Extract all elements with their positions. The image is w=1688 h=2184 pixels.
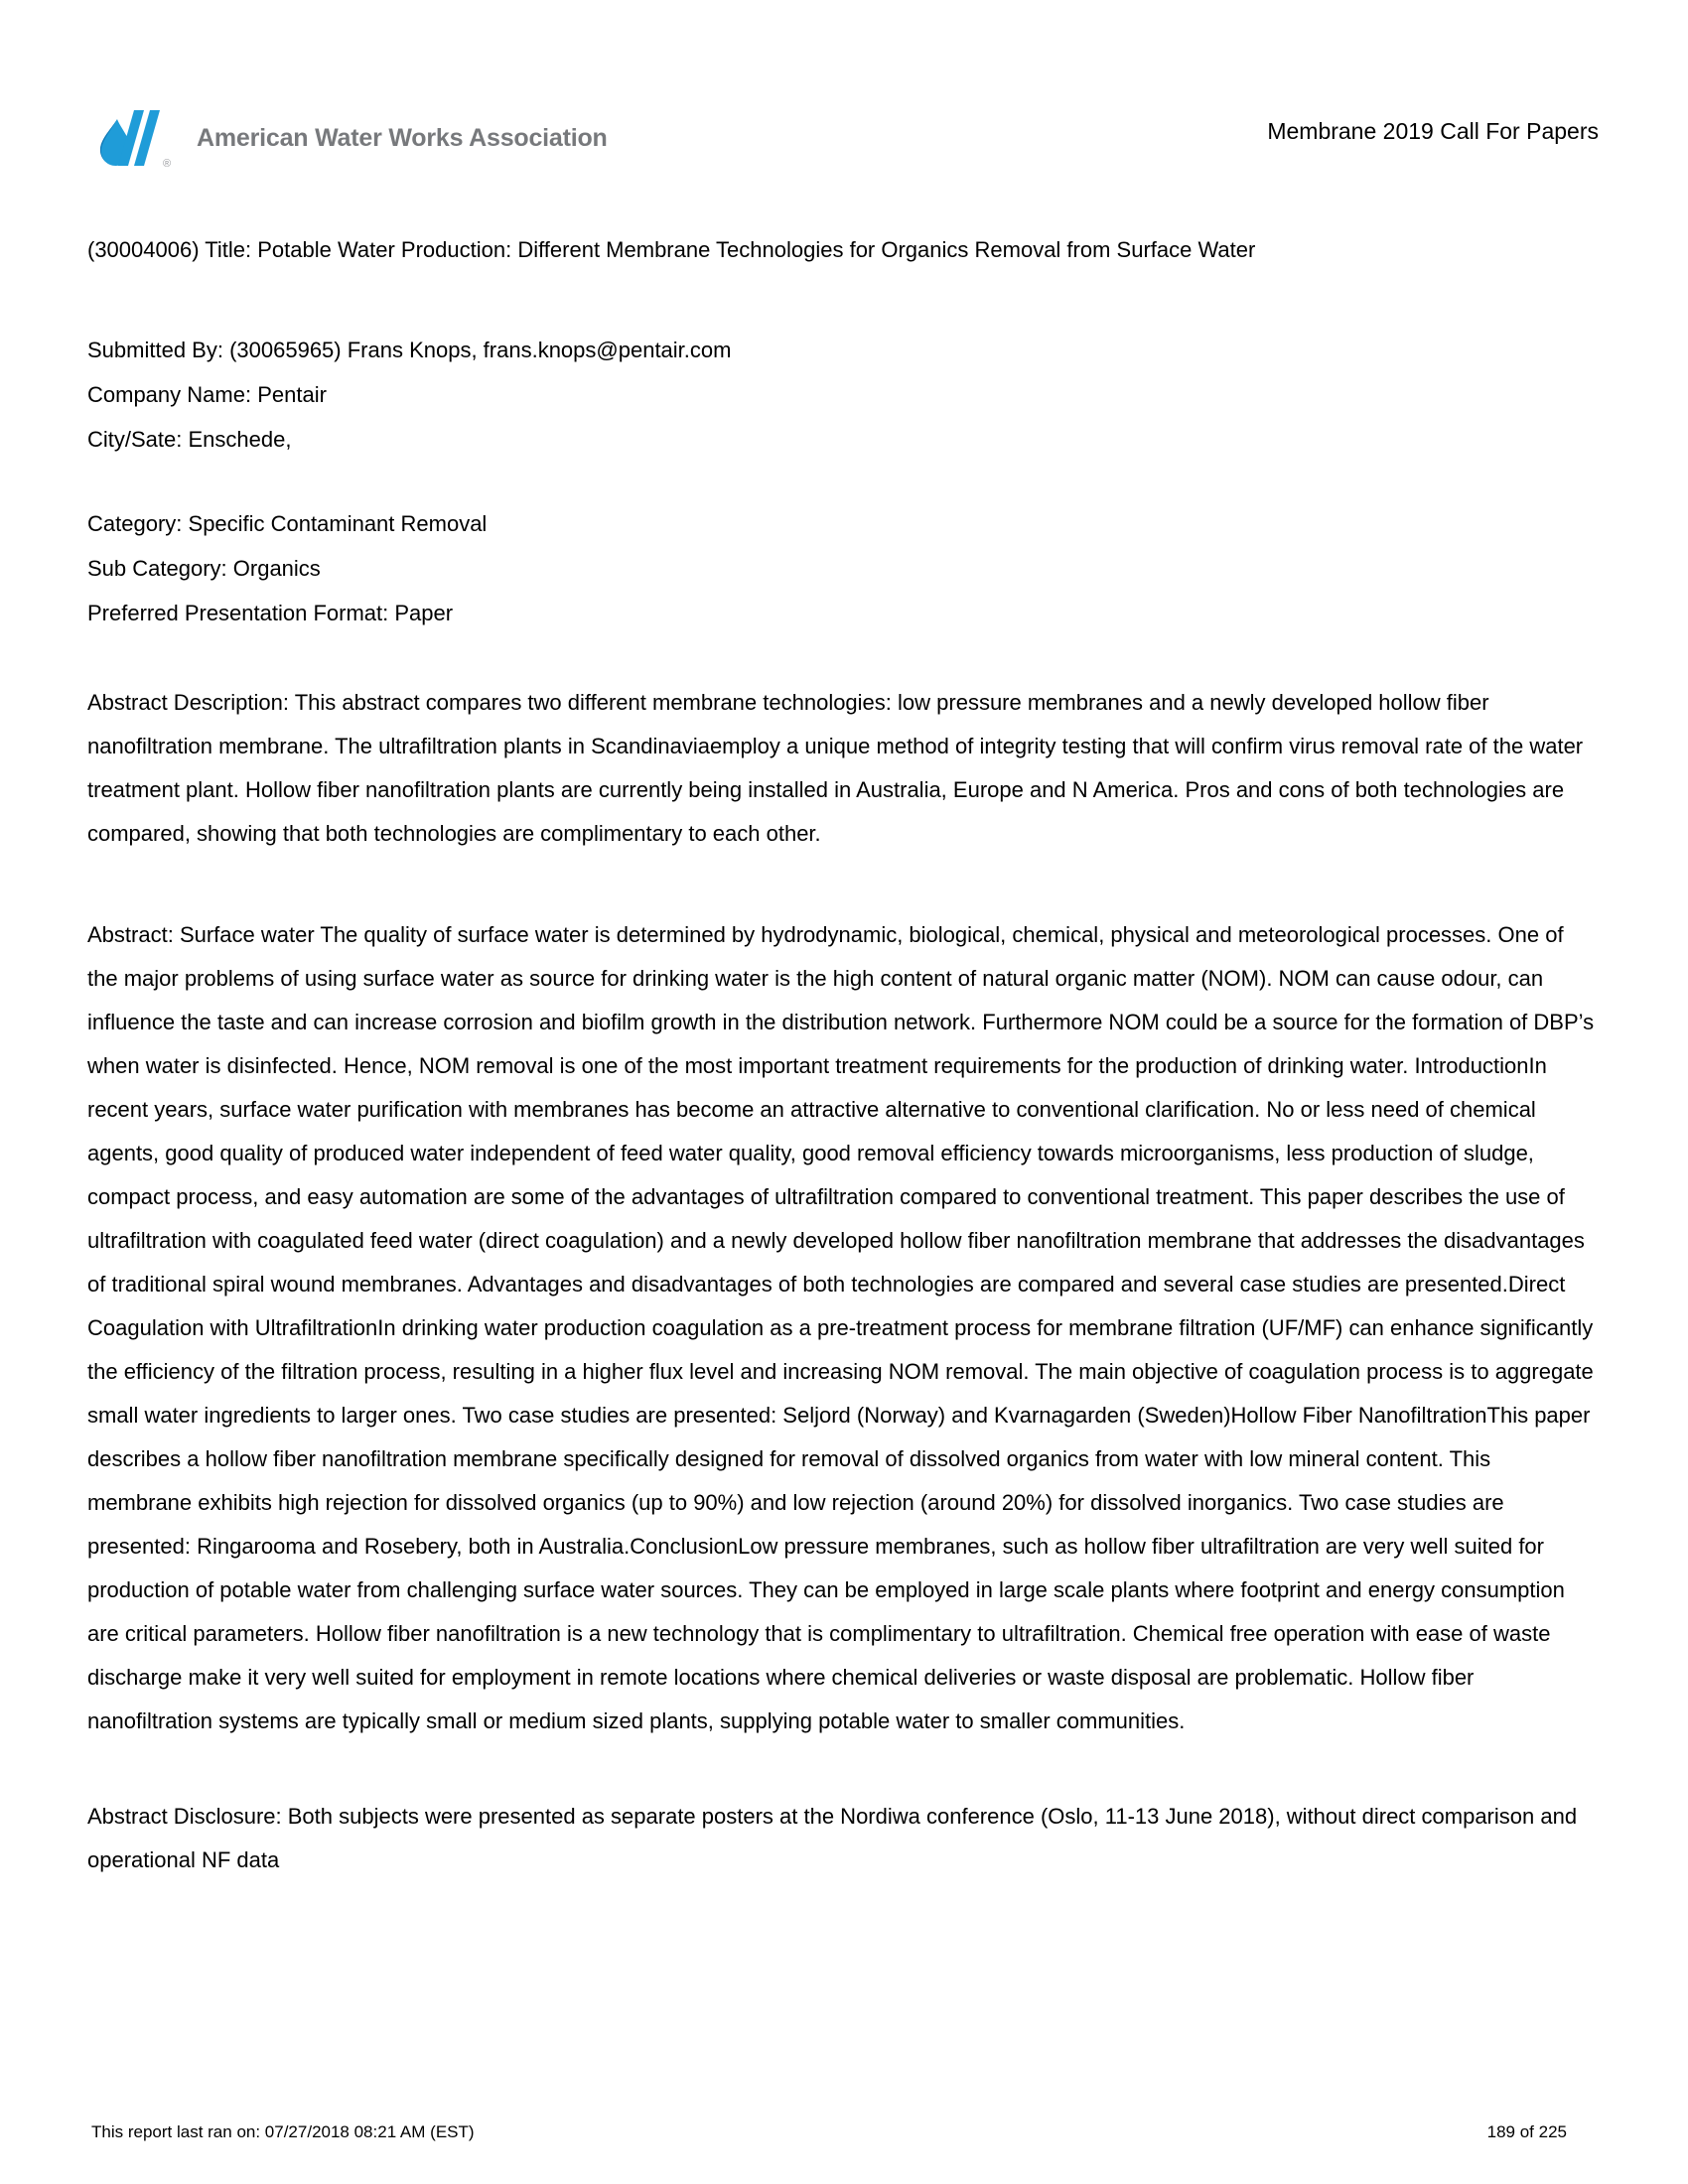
company-value: Pentair — [257, 382, 327, 407]
water-drop-icon — [87, 105, 195, 171]
awwa-logo — [87, 105, 608, 171]
abstract-description-paragraph — [87, 681, 1599, 856]
abstract-description-label: Abstract Description: — [87, 690, 289, 715]
report-title: Membrane 2019 Call For Papers — [1267, 118, 1599, 144]
abstract-title-line: (30004006) Title: Potable Water Production: Different Membrane Technologies for Organics Removal from Surface Water — [87, 237, 1256, 262]
submitter-info-block — [87, 328, 1599, 462]
abstract-paragraph — [87, 913, 1599, 1743]
sub-category-line — [87, 546, 1599, 591]
abstract-disclosure-paragraph — [87, 1795, 1599, 1882]
page-footer — [0, 2122, 1688, 2142]
report-last-ran: This report last ran on: 07/27/2018 08:21 AM (EST) — [91, 2122, 475, 2141]
company-line — [87, 372, 1599, 417]
submitted-by-line — [87, 328, 1599, 372]
city-state-line — [87, 417, 1599, 462]
format-line — [87, 591, 1599, 635]
format-value: Paper — [394, 601, 454, 625]
submitted-by-label: Submitted By: — [87, 338, 223, 362]
abstract-disclosure-label: Abstract Disclosure: — [87, 1804, 282, 1829]
abstract-disclosure-text: Both subjects were presented as separate posters at the Nordiwa conference (Oslo, 11-13 June 2018), without direct comparison and operational NF data — [87, 1804, 1578, 1872]
page-number: 189 of 225 — [1486, 2122, 1567, 2141]
logo-org-name: American Water Works Association — [197, 124, 608, 152]
abstract-description-text: This abstract compares two different membrane technologies: low pressure membranes and a newly developed hollow fiber nanofiltration membrane. The ultrafiltration plants in Scandinaviaemploy a unique method of integrity testing that will confirm virus removal rate of the water treatment plant. Hollow fiber nanofiltration plants are currently being installed in Australia, Europe and N America. Pros and cons of both technologies are compared, showing that both technologies are complimentary to each other. — [87, 690, 1584, 846]
sub-category-value: Organics — [232, 556, 321, 581]
city-state-label: City/Sate: — [87, 427, 183, 452]
format-label: Preferred Presentation Format: — [87, 601, 389, 625]
abstract-text: Surface water The quality of surface water is determined by hydrodynamic, biological, chemical, physical and meteorological processes. One of the major problems of using surface water as source for drinking water is the high content of natural organic matter (NOM). NOM can cause odour, can influence the taste and can increase corrosion and biofilm growth in the distribution network. Furthermore NOM could be a source for the formation of DBP’s when water is disinfected. Hence, NOM removal is one of the most important treatment requirements for the production of drinking water. IntroductionIn recent years, surface water purification with membranes has become an attractive alternative to conventional clarification. No or less need of chemical agents, good quality of produced water independent of feed water quality, good removal efficiency towards microorganisms, less production of sludge, compact process, and easy automation are some of the advantages of ultrafiltration compared to conventional treatment. This paper describes the use of ultrafiltration with coagulated feed water (direct coagulation) and a newly developed hollow fiber nanofiltration membrane that addresses the disadvantages of traditional spiral wound membranes. Advantages and disadvantages of both technologies are compared and several case studies are presented.Direct Coagulation with UltrafiltrationIn drinking water production coagulation as a pre-treatment process for membrane filtration (UF/MF) can enhance significantly the efficiency of the filtration process, resulting in a higher flux level and increasing NOM removal. The main objective of coagulation process is to aggregate small water ingredients to larger ones. Two case studies are presented: Seljord (Norway) and Kvarnagarden (Sweden)Hollow Fiber NanofiltrationThis paper describes a hollow fiber nanofiltration membrane specifically designed for removal of dissolved organics from water with low mineral content. This membrane exhibits high rejection for dissolved organics (up to 90%) and low rejection (around 20%) for dissolved inorganics. Two case studies are presented: Ringarooma and Rosebery, both in Australia.ConclusionLow pressure membranes, such as hollow fiber ultrafiltration are very well suited for production of potable water from challenging surface water sources. They can be employed in large scale plants where footprint and energy consumption are critical parameters. Hollow fiber nanofiltration is a new technology that is complimentary to ultrafiltration. Chemical free operation with ease of waste discharge make it very well suited for employment in remote locations where chemical deliveries or waste disposal are problematic. Hollow fiber nanofiltration systems are typically small or medium sized plants, supplying potable water to smaller communities. — [87, 922, 1595, 1733]
category-value: Specific Contaminant Removal — [188, 511, 488, 536]
category-label: Category: — [87, 511, 183, 536]
category-line — [87, 501, 1599, 546]
city-state-value: Enschede, — [188, 427, 292, 452]
sub-category-label: Sub Category: — [87, 556, 227, 581]
registered-mark-glyph: ® — [163, 158, 172, 170]
category-info-block — [87, 501, 1599, 635]
abstract-label: Abstract: — [87, 922, 174, 947]
company-label: Company Name: — [87, 382, 252, 407]
page-header — [87, 0, 1599, 171]
submitted-by-value: (30065965) Frans Knops, frans.knops@pentair.com — [229, 338, 732, 362]
